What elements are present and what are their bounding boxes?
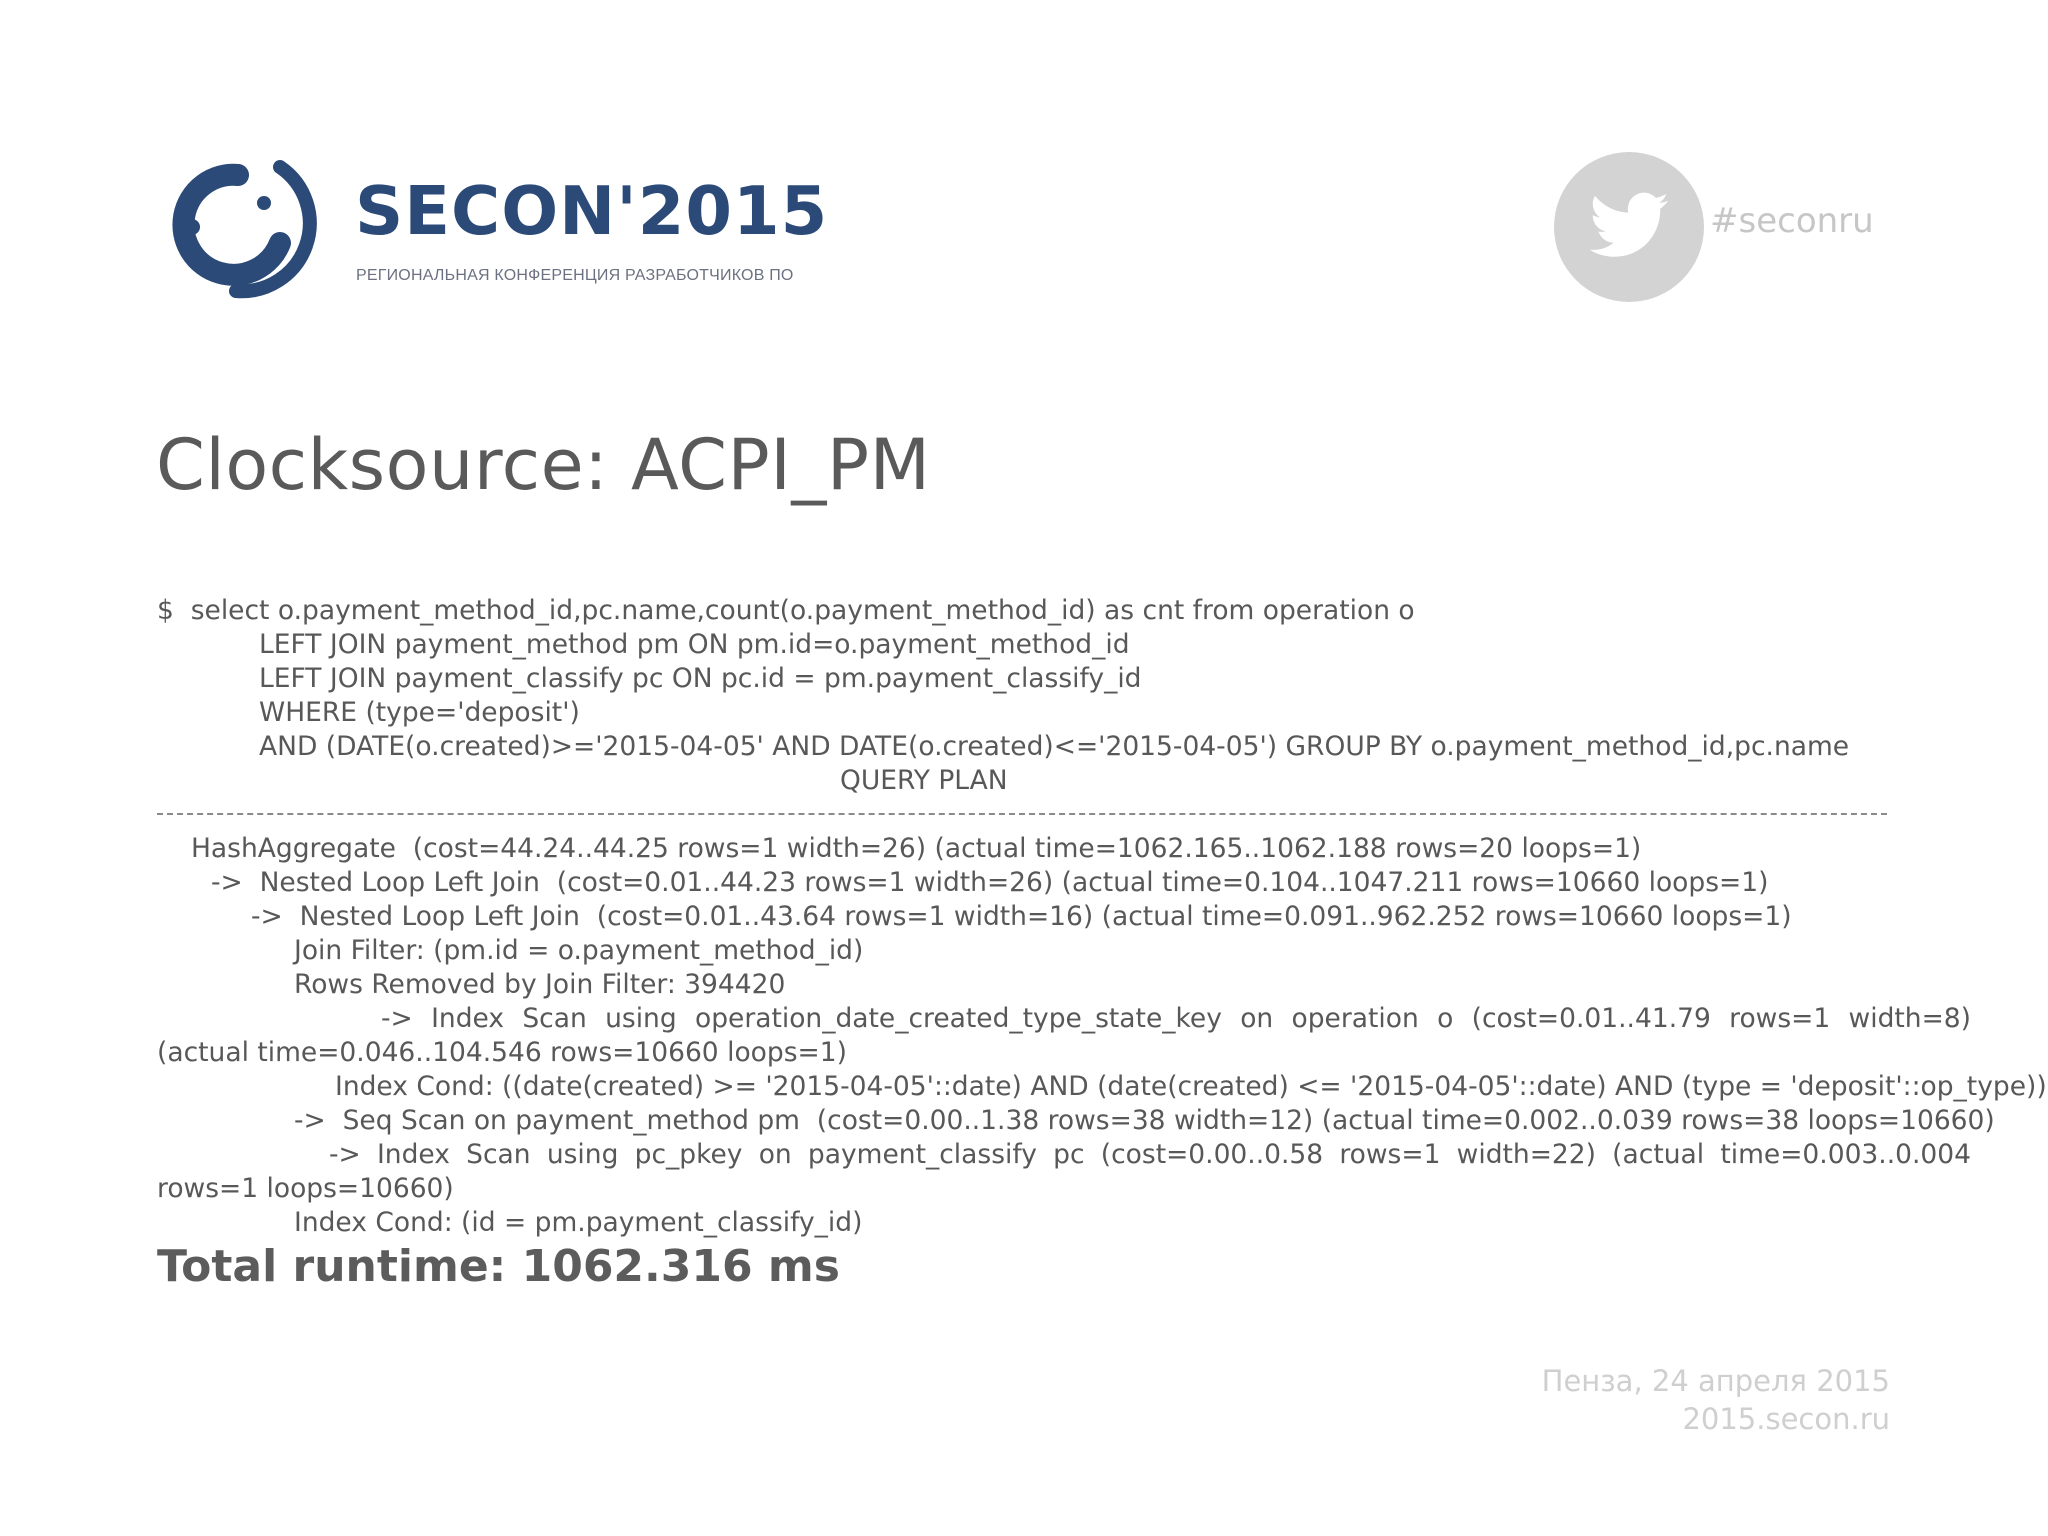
query-line: AND (DATE(o.created)>='2015-04-05' AND DATE(o.created)<='2015-04-05') GROUP BY o.payment_method_id,pc.name xyxy=(259,731,1850,762)
query-line: WHERE (type='deposit') xyxy=(259,697,580,728)
query-plan-header: QUERY PLAN xyxy=(840,765,1008,796)
plan-line: -> Nested Loop Left Join (cost=0.01..43.64 rows=1 width=16) (actual time=0.091..962.252 rows=10660 loops=1) xyxy=(251,901,1792,932)
slide-title: Clocksource: ACPI_PM xyxy=(156,424,931,506)
brand-subtitle: РЕГИОНАЛЬНАЯ КОНФЕРЕНЦИЯ РАЗРАБОТЧИКОВ ПО xyxy=(356,267,794,284)
twitter-badge xyxy=(1554,152,1704,302)
plan-line: -> Index Scan using operation_date_created_type_state_key on operation o (cost=0.01..41.79 rows=1 width=8) (actual time=0.046..104.546 rows=10660 loops=1) xyxy=(157,1003,1971,1068)
separator xyxy=(157,813,1887,815)
plan-line: Index Cond: (id = pm.payment_classify_id) xyxy=(294,1207,863,1238)
footer-website: 2015.secon.ru xyxy=(1682,1402,1890,1436)
plan-line: Rows Removed by Join Filter: 394420 xyxy=(294,969,786,1000)
plan-line: -> Seq Scan on payment_method pm (cost=0.00..1.38 rows=38 width=12) (actual time=0.002..0.039 rows=38 loops=10660) xyxy=(294,1105,1995,1136)
secon-logo-icon xyxy=(150,145,326,301)
plan-line: -> Nested Loop Left Join (cost=0.01..44.23 rows=1 width=26) (actual time=0.104..1047.211 rows=10660 loops=1) xyxy=(211,867,1769,898)
hashtag: #seconru xyxy=(1710,201,1874,241)
plan-line: HashAggregate (cost=44.24..44.25 rows=1 width=26) (actual time=1062.165..1062.188 rows=20 loops=1) xyxy=(191,833,1642,864)
plan-line: Join Filter: (pm.id = o.payment_method_id) xyxy=(294,935,864,966)
query-line: $ select o.payment_method_id,pc.name,count(o.payment_method_id) as cnt from operation o xyxy=(157,595,1415,626)
plan-line: Index Cond: ((date(created) >= '2015-04-05'::date) AND (date(created) <= '2015-04-05'::date) AND (type = 'deposit'::op_type)) xyxy=(335,1071,2047,1102)
plan-line: -> Index Scan using pc_pkey on payment_classify pc (cost=0.00..0.58 rows=1 width=22) (actual time=0.003..0.004 rows=1 loops=10660) xyxy=(157,1139,1971,1204)
brand-name: SECON'2015 xyxy=(355,172,829,250)
footer-location-date: Пенза, 24 апреля 2015 xyxy=(1541,1364,1890,1398)
twitter-bird-icon xyxy=(1584,184,1674,270)
total-runtime: Total runtime: 1062.316 ms xyxy=(157,1241,840,1292)
footer xyxy=(1542,1362,1890,1438)
query-line: LEFT JOIN payment_method pm ON pm.id=o.payment_method_id xyxy=(259,629,1130,660)
query-line: LEFT JOIN payment_classify pc ON pc.id = pm.payment_classify_id xyxy=(259,663,1142,694)
